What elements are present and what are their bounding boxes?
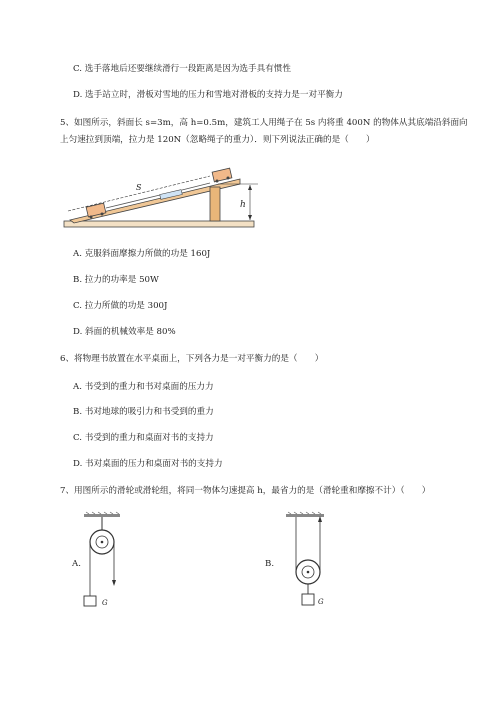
- q7-option-b-label: B.: [265, 559, 275, 569]
- spring-scale: [106, 183, 210, 208]
- q5-option-a: A. 克服斜面摩擦力所做的功是 160J: [73, 249, 211, 259]
- h-label: h: [240, 200, 246, 210]
- incline-figure: [60, 165, 270, 237]
- ground-base: [64, 221, 254, 227]
- pulley-figure-a: [80, 512, 130, 608]
- q7-stem: 7、用图所示的滑轮或滑轮组，将同一物体匀速提高 h，最省力的是（滑轮重和摩擦不计）（ ）: [60, 486, 431, 496]
- q5-option-b: B. 拉力的功率是 50W: [73, 275, 159, 285]
- q4-option-d: D. 选手站立时，滑板对雪地的压力和雪地对滑板的支持力是一对平衡力: [73, 90, 343, 100]
- q5-stem-line2: 上匀速拉到顶端，拉力是 120N（忽略绳子的重力）．则下列说法正确的是（ ）: [60, 135, 375, 145]
- weight-block-a: [84, 596, 96, 606]
- q7-option-a-label: A.: [72, 559, 81, 569]
- q6-option-b: B. 书对地球的吸引力和书受到的重力: [73, 407, 214, 417]
- q6-stem: 6、将物理书放置在水平桌面上，下列各力是一对平衡力的是（ ）: [60, 354, 324, 364]
- s-label: S: [136, 183, 142, 192]
- q5-stem-line1: 5、如图所示，斜面长 s=3m，高 h=0.5m，建筑工人用绳子在 5s 内将重 400N 的物体从其底端沿斜面向: [60, 118, 468, 128]
- q6-option-a: A. 书受到的重力和书对桌面的压力力: [73, 382, 214, 392]
- q4-option-c: C. 选手落地后还要继续滑行一段距离是因为选手具有惯性: [73, 64, 291, 74]
- box-top: [212, 168, 232, 182]
- q6-option-d: D. 书对桌面的压力和桌面对书的支持力: [73, 459, 223, 469]
- weight-label-a: G: [102, 599, 108, 607]
- pulley-figure-b: [282, 512, 332, 608]
- weight-label-b: G: [318, 598, 324, 606]
- q5-option-d: D. 斜面的机械效率是 80%: [73, 327, 176, 337]
- support-pillar: [210, 187, 220, 221]
- weight-block-b: [302, 594, 314, 605]
- q5-option-c: C. 拉力所做的功是 300J: [73, 301, 168, 311]
- q6-option-c: C. 书受到的重力和桌面对书的支持力: [73, 433, 214, 443]
